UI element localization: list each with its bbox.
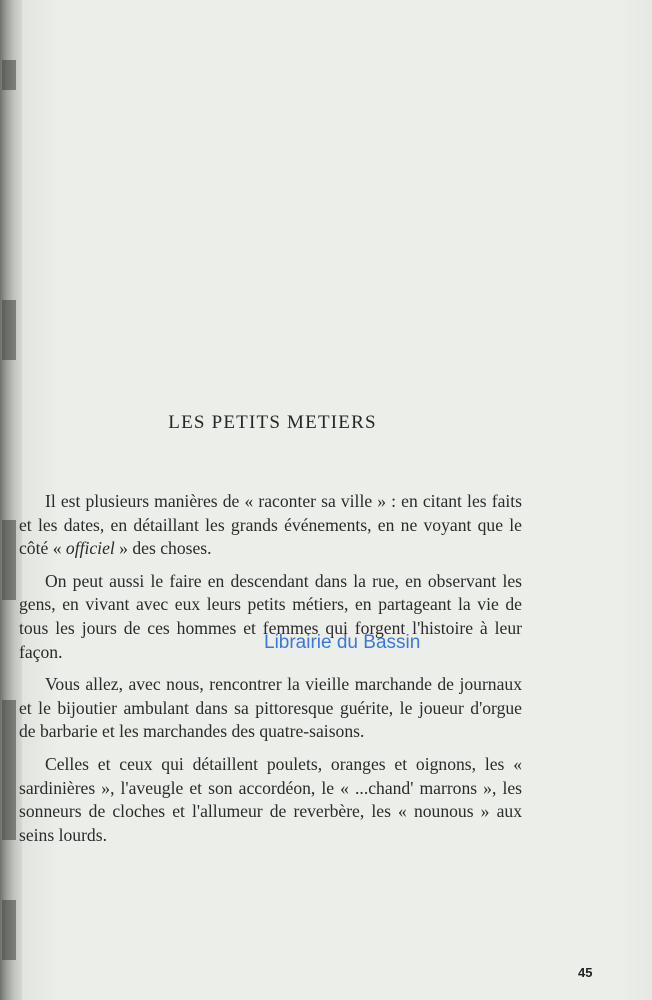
body-text: [19, 490, 522, 856]
paragraph: [19, 490, 522, 561]
edge-mark: [2, 60, 16, 90]
page-number: 45: [578, 965, 593, 980]
edge-mark: [2, 520, 16, 600]
italic-word: officiel: [65, 538, 115, 559]
edge-mark: [2, 900, 16, 960]
paragraph: On peut aussi le faire en descendant dans la rue, en observant les gens, en vivant avec eux leurs petits métiers, en partageant la vie de tous les jours de ces hommes et femmes qui forgent l'histoire à leur façon.: [19, 570, 522, 662]
edge-mark: [2, 700, 16, 840]
paragraph-text: » des choses.: [114, 538, 212, 559]
edge-mark: [2, 300, 16, 360]
paragraph-text: Il est plusieurs manières de « raconter sa ville » : en citant les faits et les dates, en détaillant les grands événements, en ne voyant que le côté «: [19, 491, 522, 559]
paragraph: Vous allez, avec nous, rencontrer la vieille marchande de journaux et le bijoutier ambulant dans sa pittoresque guérite, le joueur d'orgue de barbarie et les marchandes des quatre-saisons.: [19, 674, 522, 742]
watermark: Librairie du Bassin: [264, 632, 421, 653]
chapter-title: LES PETITS METIERS: [168, 412, 377, 433]
paragraph: Celles et ceux qui détaillent poulets, oranges et oignons, les « sardinières », l'aveugle et son accordéon, le « ...chand' marrons », les sonneurs de cloches et l'allumeur de reverbère, les « nounous » aux seins lourds.: [19, 753, 522, 845]
